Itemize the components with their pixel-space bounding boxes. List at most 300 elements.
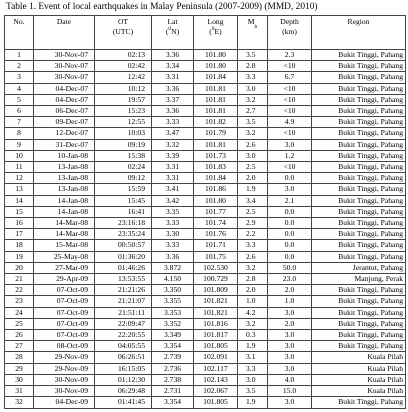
- cell-date: 04-Dec-07: [34, 94, 95, 105]
- cell-depth: <10: [268, 83, 312, 94]
- cell-long: 101.76: [194, 229, 238, 240]
- cell-mb: 3.4: [238, 195, 268, 206]
- table-row: [5, 274, 406, 285]
- cell-depth: 0.0: [268, 206, 312, 217]
- cell-lat: 3.355: [152, 296, 194, 307]
- cell-ot: 09:19: [95, 139, 152, 150]
- cell-date: 29-Nov-09: [34, 352, 95, 363]
- cell-date: 09-Dec-07: [34, 117, 95, 128]
- cell-lat: 3.32: [152, 139, 194, 150]
- cell-lat: 3.872: [152, 262, 194, 273]
- cell-mb: 3.3: [238, 240, 268, 251]
- cell-mb: 3.5: [238, 117, 268, 128]
- cell-no: 6: [5, 106, 34, 117]
- cell-lat: 3.353: [152, 307, 194, 318]
- cell-depth: 2.0: [268, 318, 312, 329]
- cell-mb: 2.6: [238, 139, 268, 150]
- table-row: [5, 184, 406, 195]
- cell-no: 22: [5, 285, 34, 296]
- cell-mb: 1.0: [238, 296, 268, 307]
- table-row: [5, 173, 406, 184]
- cell-long: 101.83: [194, 162, 238, 173]
- table-row: [5, 150, 406, 161]
- cell-depth: 3.0: [268, 139, 312, 150]
- cell-date: 10-Jan-08: [34, 150, 95, 161]
- header-region: Region: [312, 16, 406, 50]
- cell-mb: 1.9: [238, 397, 268, 408]
- cell-region: Kuala Pilah: [312, 386, 406, 397]
- cell-region: Bukit Tinggi, Pahang: [312, 240, 406, 251]
- cell-lat: 3.33: [152, 117, 194, 128]
- cell-long: 101.80: [194, 61, 238, 72]
- cell-depth: 2.3: [268, 50, 312, 61]
- cell-lat: 3.30: [152, 229, 194, 240]
- table-caption: Table 1. Event of local earthquakes in Malay Peninsula (2007-2009) (MMD, 2010): [6, 2, 318, 12]
- cell-lat: 3.349: [152, 330, 194, 341]
- cell-depth: 0.0: [268, 240, 312, 251]
- cell-no: 13: [5, 184, 34, 195]
- table-row: [5, 374, 406, 385]
- table-row: [5, 386, 406, 397]
- earthquake-table: [4, 15, 406, 409]
- cell-long: 101.71: [194, 240, 238, 251]
- cell-region: Bukit Tinggi, Pahang: [312, 94, 406, 105]
- cell-lat: 3.41: [152, 184, 194, 195]
- table-row: [5, 307, 406, 318]
- cell-date: 14-Jan-08: [34, 206, 95, 217]
- cell-mb: 3.0: [238, 83, 268, 94]
- cell-no: 14: [5, 195, 34, 206]
- cell-region: Bukit Tinggi, Pahang: [312, 50, 406, 61]
- cell-lat: 3.36: [152, 83, 194, 94]
- cell-region: Bukit Tinggi, Pahang: [312, 83, 406, 94]
- table-row: [5, 341, 406, 352]
- cell-no: 21: [5, 274, 34, 285]
- header-row: [5, 16, 406, 50]
- cell-mb: 2.6: [238, 251, 268, 262]
- cell-depth: 0.0: [268, 251, 312, 262]
- table-row: [5, 363, 406, 374]
- cell-lat: 3.42: [152, 195, 194, 206]
- cell-region: Kuala Pilah: [312, 374, 406, 385]
- table-row: [5, 318, 406, 329]
- cell-long: 102.117: [194, 363, 238, 374]
- cell-mb: 2.0: [238, 285, 268, 296]
- cell-mb: 2.0: [238, 173, 268, 184]
- cell-long: 101.74: [194, 218, 238, 229]
- cell-date: 29-Apr-09: [34, 274, 95, 285]
- cell-date: 07-Oct-09: [34, 285, 95, 296]
- cell-no: 12: [5, 173, 34, 184]
- cell-lat: 2.731: [152, 386, 194, 397]
- cell-lat: 3.36: [152, 50, 194, 61]
- cell-no: 26: [5, 330, 34, 341]
- cell-region: Bukit Tinggi, Pahang: [312, 296, 406, 307]
- table-row: [5, 285, 406, 296]
- cell-date: 30-Nov-07: [34, 50, 95, 61]
- cell-region: Bukit Tinggi, Pahang: [312, 128, 406, 139]
- cell-lat: 3.36: [152, 106, 194, 117]
- table-row: [5, 117, 406, 128]
- cell-date: 12-Dec-07: [34, 128, 95, 139]
- table-row: [5, 218, 406, 229]
- cell-ot: 10:03: [95, 128, 152, 139]
- cell-long: 101.84: [194, 72, 238, 83]
- cell-long: 101.73: [194, 150, 238, 161]
- cell-ot: 13:53:55: [95, 274, 152, 285]
- cell-lat: 3.37: [152, 94, 194, 105]
- cell-ot: 01:36:20: [95, 251, 152, 262]
- table-row: [5, 94, 406, 105]
- table-row: [5, 61, 406, 72]
- cell-date: 13-Jan-08: [34, 162, 95, 173]
- cell-no: 25: [5, 318, 34, 329]
- table-row: [5, 262, 406, 273]
- table-row: [5, 296, 406, 307]
- table-row: [5, 330, 406, 341]
- cell-depth: 3.0: [268, 397, 312, 408]
- table-row: [5, 72, 406, 83]
- cell-lat: 3.352: [152, 318, 194, 329]
- cell-ot: 16:41: [95, 206, 152, 217]
- cell-long: 101.84: [194, 173, 238, 184]
- cell-ot: 23:35:24: [95, 229, 152, 240]
- cell-no: 7: [5, 117, 34, 128]
- cell-date: 30-Nov-07: [34, 61, 95, 72]
- cell-date: 31-Dec-07: [34, 139, 95, 150]
- cell-depth: <10: [268, 94, 312, 105]
- cell-region: Bukit Tinggi, Pahang: [312, 106, 406, 117]
- cell-region: Bukit Tinggi, Pahang: [312, 195, 406, 206]
- cell-depth: 2.1: [268, 195, 312, 206]
- cell-depth: 3.0: [268, 341, 312, 352]
- cell-date: 07-Oct-09: [34, 318, 95, 329]
- cell-depth: 4.9: [268, 117, 312, 128]
- cell-ot: 21:51:11: [95, 307, 152, 318]
- cell-no: 3: [5, 72, 34, 83]
- cell-depth: 3.0: [268, 184, 312, 195]
- cell-ot: 02:42: [95, 61, 152, 72]
- cell-depth: 0.0: [268, 218, 312, 229]
- cell-mb: 3.3: [238, 72, 268, 83]
- cell-long: 102.530: [194, 262, 238, 273]
- cell-date: 27-Mar-09: [34, 262, 95, 273]
- cell-long: 101.82: [194, 117, 238, 128]
- table-row: [5, 397, 406, 408]
- header-depth: Depth (km): [268, 16, 312, 50]
- cell-depth: 6.7: [268, 72, 312, 83]
- cell-long: 101.81: [194, 94, 238, 105]
- cell-ot: 10:12: [95, 83, 152, 94]
- header-lat: Lat ($^0$N): [152, 16, 194, 50]
- cell-no: 2: [5, 61, 34, 72]
- cell-long: 102.067: [194, 386, 238, 397]
- cell-region: Manjong, Perak: [312, 274, 406, 285]
- cell-no: 27: [5, 341, 34, 352]
- cell-date: 08-Oct-09: [34, 341, 95, 352]
- cell-mb: 3.2: [238, 94, 268, 105]
- cell-mb: 3.3: [238, 363, 268, 374]
- cell-date: 14-Mar-08: [34, 229, 95, 240]
- cell-long: 101.81: [194, 83, 238, 94]
- cell-no: 17: [5, 229, 34, 240]
- cell-depth: <10: [268, 128, 312, 139]
- cell-depth: 0.0: [268, 229, 312, 240]
- cell-region: Kuala Pilah: [312, 352, 406, 363]
- cell-region: Bukit Tinggi, Pahang: [312, 318, 406, 329]
- cell-ot: 15:23: [95, 106, 152, 117]
- cell-long: 101.809: [194, 285, 238, 296]
- cell-ot: 15:59: [95, 184, 152, 195]
- cell-region: Bukit Tinggi, Pahang: [312, 341, 406, 352]
- cell-mb: 0.3: [238, 330, 268, 341]
- cell-mb: 1.9: [238, 184, 268, 195]
- cell-lat: 2.739: [152, 352, 194, 363]
- table-row: [5, 139, 406, 150]
- table-row: [5, 50, 406, 61]
- cell-date: 06-Dec-07: [34, 106, 95, 117]
- cell-long: 100.729: [194, 274, 238, 285]
- cell-ot: 02:13: [95, 50, 152, 61]
- cell-ot: 01:41:45: [95, 397, 152, 408]
- cell-date: 07-Oct-09: [34, 307, 95, 318]
- cell-region: Bukit Tinggi, Pahang: [312, 206, 406, 217]
- header-ot: OT (UTC): [95, 16, 152, 50]
- table-row: [5, 83, 406, 94]
- cell-mb: 1.9: [238, 341, 268, 352]
- cell-lat: 3.350: [152, 285, 194, 296]
- cell-mb: 3.0: [238, 150, 268, 161]
- cell-mb: 2.5: [238, 162, 268, 173]
- cell-ot: 16:15:05: [95, 363, 152, 374]
- cell-ot: 21:21:26: [95, 285, 152, 296]
- cell-region: Bukit Tinggi, Pahang: [312, 229, 406, 240]
- cell-ot: 22:09:47: [95, 318, 152, 329]
- cell-date: 07-Oct-09: [34, 330, 95, 341]
- cell-ot: 23:16:18: [95, 218, 152, 229]
- cell-mb: 2.9: [238, 218, 268, 229]
- cell-long: 101.86: [194, 184, 238, 195]
- cell-mb: 2.5: [238, 206, 268, 217]
- cell-mb: 2.8: [238, 61, 268, 72]
- cell-region: Bukit Tinggi, Pahang: [312, 117, 406, 128]
- header-long: Long ($^0$E): [194, 16, 238, 50]
- cell-no: 24: [5, 307, 34, 318]
- cell-mb: 2.8: [238, 274, 268, 285]
- cell-region: Bukit Tinggi, Pahang: [312, 218, 406, 229]
- cell-lat: 3.36: [152, 251, 194, 262]
- cell-long: 102.143: [194, 374, 238, 385]
- cell-no: 29: [5, 363, 34, 374]
- cell-no: 1: [5, 50, 34, 61]
- cell-no: 23: [5, 296, 34, 307]
- table-row: [5, 206, 406, 217]
- cell-no: 9: [5, 139, 34, 150]
- cell-mb: 3.2: [238, 318, 268, 329]
- cell-lat: 3.31: [152, 162, 194, 173]
- cell-date: 30-Nov-07: [34, 72, 95, 83]
- cell-ot: 22:20:55: [95, 330, 152, 341]
- table-row: [5, 352, 406, 363]
- cell-region: Bukit Tinggi, Pahang: [312, 330, 406, 341]
- cell-no: 18: [5, 240, 34, 251]
- cell-region: Bukit Tinggi, Pahang: [312, 397, 406, 408]
- table-row: [5, 251, 406, 262]
- cell-date: 14-Mar-08: [34, 218, 95, 229]
- cell-depth: 3.0: [268, 307, 312, 318]
- cell-no: 28: [5, 352, 34, 363]
- cell-date: 13-Jan-08: [34, 184, 95, 195]
- cell-long: 101.80: [194, 50, 238, 61]
- cell-date: 29-Nov-09: [34, 363, 95, 374]
- cell-region: Bukit Tinggi, Pahang: [312, 307, 406, 318]
- cell-lat: 3.31: [152, 173, 194, 184]
- table-row: [5, 162, 406, 173]
- cell-depth: 23.0: [268, 274, 312, 285]
- cell-no: 10: [5, 150, 34, 161]
- cell-long: 101.821: [194, 296, 238, 307]
- cell-mb: 4.2: [238, 307, 268, 318]
- header-no: No.: [5, 16, 34, 50]
- table-row: [5, 106, 406, 117]
- cell-date: 13-Jan-08: [34, 173, 95, 184]
- cell-no: 15: [5, 206, 34, 217]
- cell-depth: 1.2: [268, 150, 312, 161]
- cell-date: 30-Nov-09: [34, 386, 95, 397]
- cell-depth: 3.0: [268, 330, 312, 341]
- cell-lat: 2.738: [152, 374, 194, 385]
- cell-region: Kuala Pilah: [312, 363, 406, 374]
- cell-depth: 50.0: [268, 262, 312, 273]
- cell-mb: 3.5: [238, 386, 268, 397]
- cell-region: Bukit Tinggi, Pahang: [312, 72, 406, 83]
- cell-mb: 3.0: [238, 374, 268, 385]
- cell-no: 5: [5, 94, 34, 105]
- cell-long: 101.75: [194, 251, 238, 262]
- cell-ot: 04:05:55: [95, 341, 152, 352]
- cell-date: 30-Nov-09: [34, 374, 95, 385]
- cell-ot: 00:50:57: [95, 240, 152, 251]
- table-row: [5, 128, 406, 139]
- cell-lat: 3.34: [152, 61, 194, 72]
- cell-region: Bukit Tinggi, Pahang: [312, 150, 406, 161]
- cell-no: 11: [5, 162, 34, 173]
- cell-date: 15-Mar-08: [34, 240, 95, 251]
- cell-depth: 3.0: [268, 363, 312, 374]
- cell-date: 04-Dec-09: [34, 397, 95, 408]
- cell-region: Bukit Tinggi, Pahang: [312, 184, 406, 195]
- cell-ot: 19:57: [95, 94, 152, 105]
- cell-lat: 3.35: [152, 206, 194, 217]
- cell-region: Bukit Tinggi, Pahang: [312, 61, 406, 72]
- header-mb: Mb: [238, 16, 268, 50]
- cell-region: Bukit Tinggi, Pahang: [312, 251, 406, 262]
- cell-no: 16: [5, 218, 34, 229]
- cell-ot: 12:55: [95, 117, 152, 128]
- cell-date: 25-May-08: [34, 251, 95, 262]
- cell-ot: 15:38: [95, 150, 152, 161]
- cell-lat: 3.31: [152, 72, 194, 83]
- cell-lat: 3.354: [152, 397, 194, 408]
- cell-mb: 3.5: [238, 50, 268, 61]
- cell-ot: 06:29:48: [95, 386, 152, 397]
- cell-ot: 12:42: [95, 72, 152, 83]
- cell-long: 101.805: [194, 397, 238, 408]
- header-date: Date: [34, 16, 95, 50]
- cell-region: Bukit Tinggi, Pahang: [312, 162, 406, 173]
- cell-long: 101.805: [194, 341, 238, 352]
- cell-depth: 4.0: [268, 374, 312, 385]
- cell-mb: 2.2: [238, 229, 268, 240]
- cell-depth: 1.0: [268, 296, 312, 307]
- cell-date: 14-Jan-08: [34, 195, 95, 206]
- cell-no: 32: [5, 397, 34, 408]
- cell-ot: 21:21:07: [95, 296, 152, 307]
- cell-depth: 3.0: [268, 352, 312, 363]
- cell-no: 30: [5, 374, 34, 385]
- cell-mb: 3.2: [238, 262, 268, 273]
- cell-region: Bukit Tinggi, Pahang: [312, 285, 406, 296]
- cell-no: 8: [5, 128, 34, 139]
- cell-no: 31: [5, 386, 34, 397]
- cell-depth: 2.0: [268, 285, 312, 296]
- cell-ot: 09:12: [95, 173, 152, 184]
- table-body: [5, 50, 406, 409]
- cell-long: 101.77: [194, 206, 238, 217]
- cell-lat: 3.47: [152, 128, 194, 139]
- cell-ot: 02:24: [95, 162, 152, 173]
- table-row: [5, 229, 406, 240]
- cell-region: Bukit Tinggi, Pahang: [312, 173, 406, 184]
- cell-date: 07-Oct-09: [34, 296, 95, 307]
- cell-ot: 06:26:51: [95, 352, 152, 363]
- cell-lat: 3.33: [152, 240, 194, 251]
- cell-depth: 15.0: [268, 386, 312, 397]
- cell-region: Jerantut, Pahang: [312, 262, 406, 273]
- cell-long: 101.816: [194, 318, 238, 329]
- cell-long: 101.821: [194, 307, 238, 318]
- cell-depth: <10: [268, 106, 312, 117]
- cell-ot: 01:46:26: [95, 262, 152, 273]
- cell-long: 102.091: [194, 352, 238, 363]
- cell-mb: 2.7: [238, 106, 268, 117]
- cell-long: 101.81: [194, 106, 238, 117]
- cell-long: 101.81: [194, 139, 238, 150]
- cell-depth: <10: [268, 162, 312, 173]
- cell-long: 101.80: [194, 195, 238, 206]
- table-row: [5, 195, 406, 206]
- cell-mb: 3.2: [238, 128, 268, 139]
- cell-ot: 01:12:30: [95, 374, 152, 385]
- cell-lat: 3.39: [152, 150, 194, 161]
- cell-lat: 3.33: [152, 218, 194, 229]
- cell-date: 04-Dec-07: [34, 83, 95, 94]
- cell-long: 101.817: [194, 330, 238, 341]
- cell-lat: 4.150: [152, 274, 194, 285]
- table-row: [5, 240, 406, 251]
- cell-long: 101.79: [194, 128, 238, 139]
- cell-depth: 0.0: [268, 173, 312, 184]
- cell-no: 20: [5, 262, 34, 273]
- cell-no: 19: [5, 251, 34, 262]
- cell-lat: 2.736: [152, 363, 194, 374]
- cell-region: Bukit Tinggi, Pahang: [312, 139, 406, 150]
- cell-depth: <10: [268, 61, 312, 72]
- cell-lat: 3.354: [152, 341, 194, 352]
- cell-no: 4: [5, 83, 34, 94]
- cell-mb: 3.1: [238, 352, 268, 363]
- cell-ot: 15:45: [95, 195, 152, 206]
